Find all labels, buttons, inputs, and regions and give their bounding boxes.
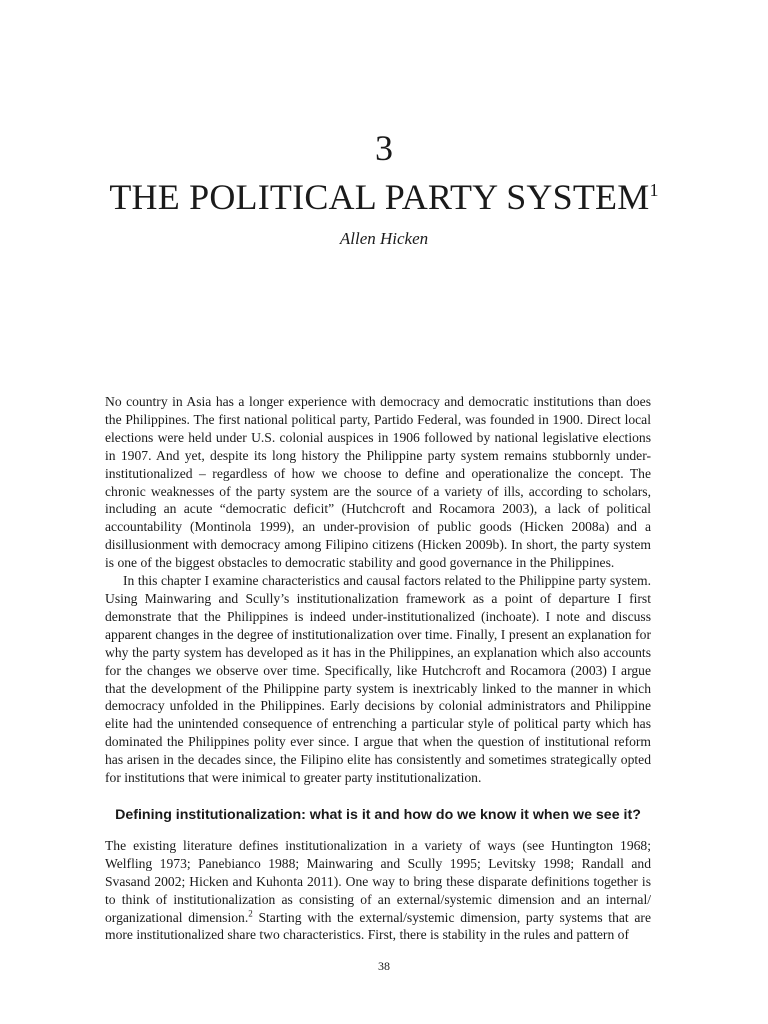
paragraph-intro: No country in Asia has a longer experience with democracy and democratic institutions than does the Philippines. The first national political party, Partido Federal, was founded in 1900. Direct local elections were held under U.S. colonial auspices in 1906 followed by national legislative elections in 1907. And yet, despite its long history the Philippine party system remains stubbornly under-institutionalized – regardless of how we choose to define and operationalize the concept. The chronic weaknesses of the party system are the source of a variety of ills, according to scholars, including an acute “democratic deficit” (Hutchcroft and Rocamora 2003), a lack of political accountability (Montinola 1999), an under-provision of public goods (Hicken 2008a) and a disillusionment with democracy among Filipino citizens (Hicken 2009b). In short, the party system is one of the biggest obstacles to democratic stability and good governance in the Philippines. — [105, 394, 651, 571]
footnote-marker-2[interactable]: 2 — [248, 908, 253, 919]
chapter-number: 3 — [375, 128, 393, 168]
paragraph-definitions-text-b: Starting with the external/systemic dimension, party systems that are more institutionalized share two characteristics. First, there is stability in the rules and pattern of — [105, 909, 651, 943]
chapter-title-footnote-marker[interactable]: 1 — [649, 180, 659, 200]
chapter-title — [0, 175, 768, 219]
section-heading: Defining institutionalization: what is it and how do we know it when we see it? — [115, 806, 641, 823]
paragraph-chapter-overview: In this chapter I examine characteristics and causal factors related to the Philippine party system. Using Mainwaring and Scully’s institutionalization framework as a point of departure I first demonstrate that the Philippines is indeed under-institutionalized (inchoate). I note and discuss apparent changes in the degree of institutionalization over time. Finally, I present an explanation for why the party system has developed as it has in the Philippines, an explanation which also accounts for the changes we observe over time. Specifically, like Hutchcroft and Rocamora (2003) I argue that the development of the Philippine party system is inextricably linked to the manner in which democracy unfolded in the Philippines. Early decisions by colonial administrators and Philippine elite had the unintended consequence of entrenching a particular style of political party which has dominated the Philippines polity ever since. I argue that when the question of institutional reform has arisen in the decades since, the Filipino elite has consistently and sometimes strategically opted for institutions that were inimical to greater party institutionalization. — [105, 573, 651, 786]
paragraph-definitions — [105, 837, 651, 944]
body-text — [105, 393, 651, 944]
chapter-author: Allen Hicken — [339, 229, 429, 248]
chapter-title-text: THE POLITICAL PARTY SYSTEM — [109, 177, 650, 217]
paragraph-definitions-text-a: The existing literature defines institutionalization in a variety of ways (see Huntington 1968; Welfling 1973; Panebianco 1988; Mainwaring and Scully 1995; Levitsky 1998; Randall and Svasand 2002; Hicken and Kuhonta 2011). One way to bring these disparate definitions together is to think of institutionalization as consisting of an external/systemic dimension and an internal/ organizational dimension. — [105, 837, 651, 925]
page-number: 38 — [378, 959, 390, 973]
